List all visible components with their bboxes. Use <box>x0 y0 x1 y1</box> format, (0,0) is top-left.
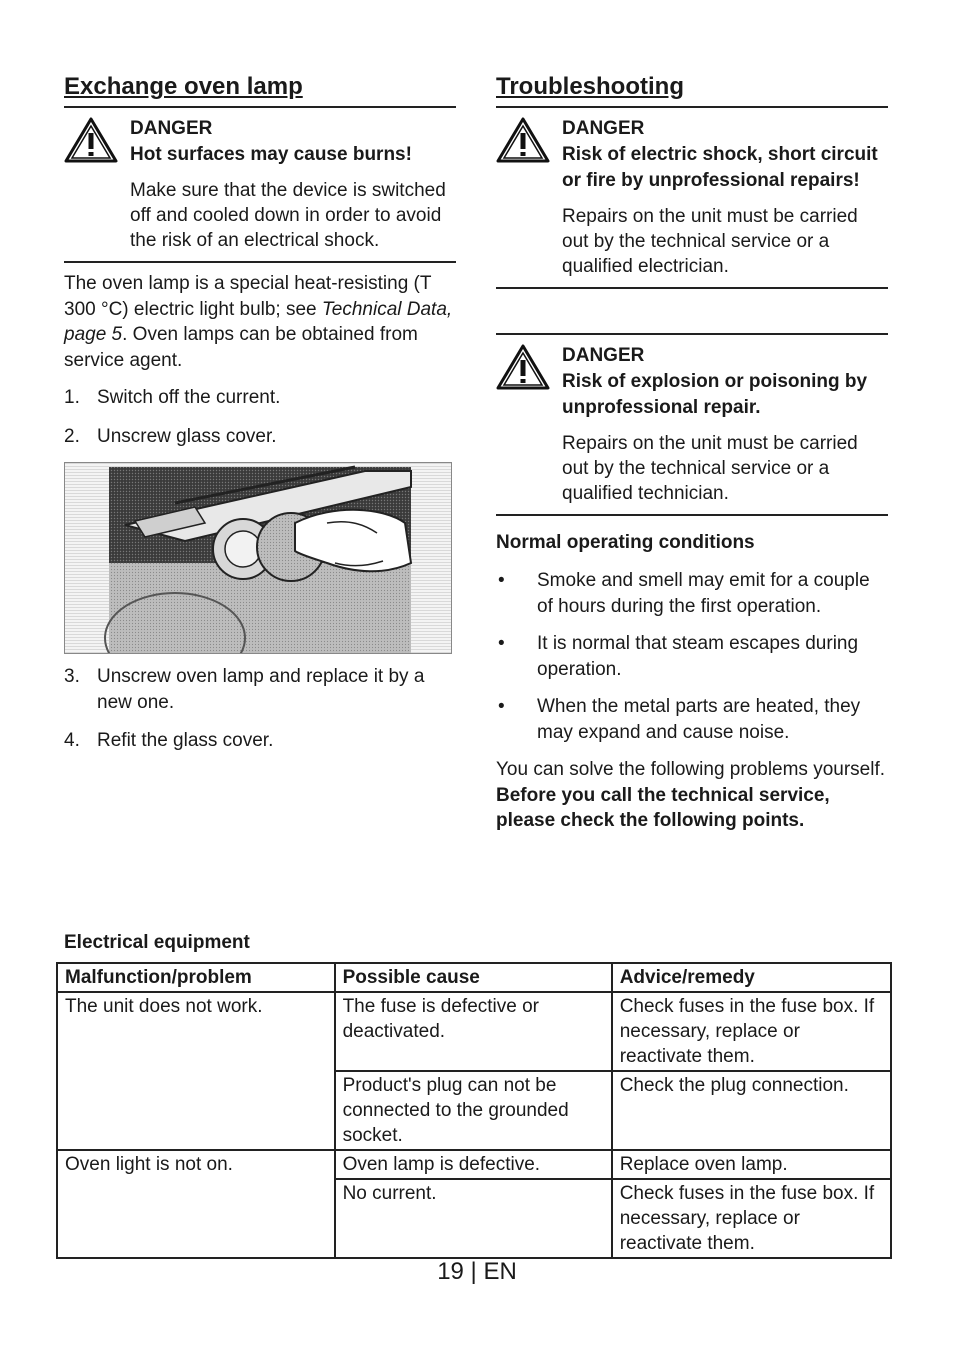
problem-cell: The unit does not work. <box>57 992 335 1150</box>
solve-text: You can solve the following problems yourself. <box>496 759 886 780</box>
solve-text-bold: Before you call the technical service, please check the following points. <box>496 784 830 831</box>
intro-text-a: The oven lamp is a special heat-resisting (T 300 °C) electric light bulb; see <box>64 273 432 320</box>
danger-title: Hot surfaces may cause burns! <box>130 144 412 165</box>
danger-text: Repairs on the unit must be carried out by the technical service or a qualified technician. <box>562 433 858 504</box>
danger-box-hot-surfaces <box>64 108 456 263</box>
remedy-cell: Replace oven lamp. <box>612 1150 891 1179</box>
step-number: 3. <box>64 666 80 687</box>
warning-triangle-icon <box>496 344 550 390</box>
section-heading-troubleshooting: Troubleshooting <box>496 70 888 108</box>
remedy-cell: Check fuses in the fuse box. If necessary, replace or reactivate them. <box>612 992 891 1071</box>
list-item <box>496 568 888 619</box>
normal-operating-list <box>496 568 888 745</box>
danger-text: Repairs on the unit must be carried out by the technical service or a qualified electrician. <box>562 206 858 277</box>
bullet-icon: • <box>498 570 505 591</box>
cause-cell: Product's plug can not be connected to the grounded socket. <box>335 1071 612 1150</box>
warning-triangle-icon <box>64 117 118 163</box>
remedy-cell: Check fuses in the fuse box. If necessary, replace or reactivate them. <box>612 1179 891 1258</box>
right-column <box>496 70 888 846</box>
warning-triangle-icon <box>496 117 550 163</box>
list-item <box>64 664 456 715</box>
cause-cell: No current. <box>335 1179 612 1258</box>
table-header-row <box>57 963 891 992</box>
normal-operating-heading: Normal operating conditions <box>496 532 755 553</box>
step-text: Refit the glass cover. <box>97 730 274 751</box>
danger-label: DANGER <box>130 118 213 139</box>
problem-cell: Oven light is not on. <box>57 1150 335 1258</box>
technical-data-reference: Technical Data, page 5 <box>64 298 453 345</box>
list-item <box>64 385 456 411</box>
steps-list-first <box>64 385 456 449</box>
troubleshooting-table <box>56 962 892 1259</box>
column-header: Malfunction/problem <box>57 963 335 992</box>
danger-label: DANGER <box>562 118 645 139</box>
cause-cell: The fuse is defective or deactivated. <box>335 992 612 1071</box>
cause-cell: Oven lamp is defective. <box>335 1150 612 1179</box>
danger-box-explosion <box>496 333 888 516</box>
intro-paragraph <box>64 271 456 373</box>
bullet-text: It is normal that steam escapes during operation. <box>537 633 859 680</box>
step-text: Unscrew oven lamp and replace it by a new one. <box>97 666 425 713</box>
table-row <box>57 1150 891 1179</box>
left-column <box>64 70 456 767</box>
electrical-equipment-label: Electrical equipment <box>64 932 250 953</box>
list-item <box>64 424 456 450</box>
danger-label: DANGER <box>562 345 645 366</box>
page-number-footer: 19 | EN <box>437 1258 517 1285</box>
steps-list-second <box>64 664 456 754</box>
step-number: 4. <box>64 730 80 751</box>
step-text: Switch off the current. <box>97 387 281 408</box>
step-text: Unscrew glass cover. <box>97 425 277 447</box>
bullet-text: Smoke and smell may emit for a couple of hours during the first operation. <box>537 570 870 617</box>
danger-box-electric-shock <box>496 108 888 289</box>
danger-title: Risk of electric shock, short circuit or fire by unprofessional repairs! <box>562 144 878 191</box>
bullet-text: When the metal parts are heated, they may expand and cause noise. <box>537 696 861 743</box>
list-item <box>496 631 888 682</box>
danger-text: Make sure that the device is switched off and cooled down in order to avoid the risk of an electrical shock. <box>130 180 446 251</box>
intro-text-b: . Oven lamps can be obtained from service agent. <box>64 324 418 371</box>
danger-title: Risk of explosion or poisoning by unprofessional repair. <box>562 371 868 418</box>
column-header: Possible cause <box>335 963 612 992</box>
list-item <box>64 728 456 754</box>
bullet-icon: • <box>498 633 505 654</box>
column-header: Advice/remedy <box>612 963 891 992</box>
list-item <box>496 694 888 745</box>
table-row <box>57 992 891 1071</box>
section-heading-exchange-oven-lamp: Exchange oven lamp <box>64 70 456 108</box>
remedy-cell: Check the plug connection. <box>612 1071 891 1150</box>
step-number: 2. <box>64 425 80 447</box>
oven-lamp-illustration <box>64 462 452 654</box>
bullet-icon: • <box>498 696 505 717</box>
solve-paragraph <box>496 757 888 834</box>
step-number: 1. <box>64 387 80 408</box>
